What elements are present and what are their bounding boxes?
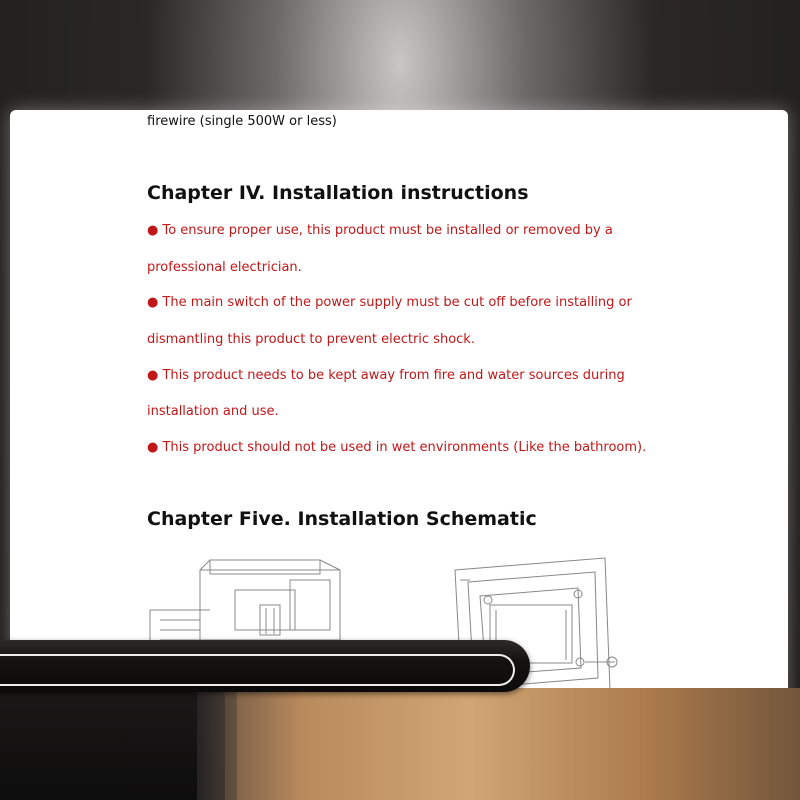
- warning-line-7: ● This product should not be used in wet environments (Like the bathroom).: [147, 440, 647, 455]
- warning-line-3: ● The main switch of the power supply must be cut off before installing or: [147, 295, 632, 310]
- stand-base: [190, 688, 800, 800]
- switch-module-drawing: [150, 560, 380, 650]
- warning-line-4: dismantling this product to prevent electric shock.: [147, 332, 475, 347]
- document-page: [10, 110, 788, 730]
- chapter-4-heading: Chapter IV. Installation instructions: [147, 182, 529, 204]
- chapter-5-heading: Chapter Five. Installation Schematic: [147, 508, 537, 530]
- warning-line-6: installation and use.: [147, 404, 279, 419]
- warning-line-1: ● To ensure proper use, this product must be installed or removed by a: [147, 223, 613, 238]
- warning-line-5: ● This product needs to be kept away from fire and water sources during: [147, 368, 625, 383]
- warning-line-2: professional electrician.: [147, 260, 302, 275]
- stand-top-bar: [0, 640, 530, 692]
- continued-text: firewire (single 500W or less): [147, 114, 337, 129]
